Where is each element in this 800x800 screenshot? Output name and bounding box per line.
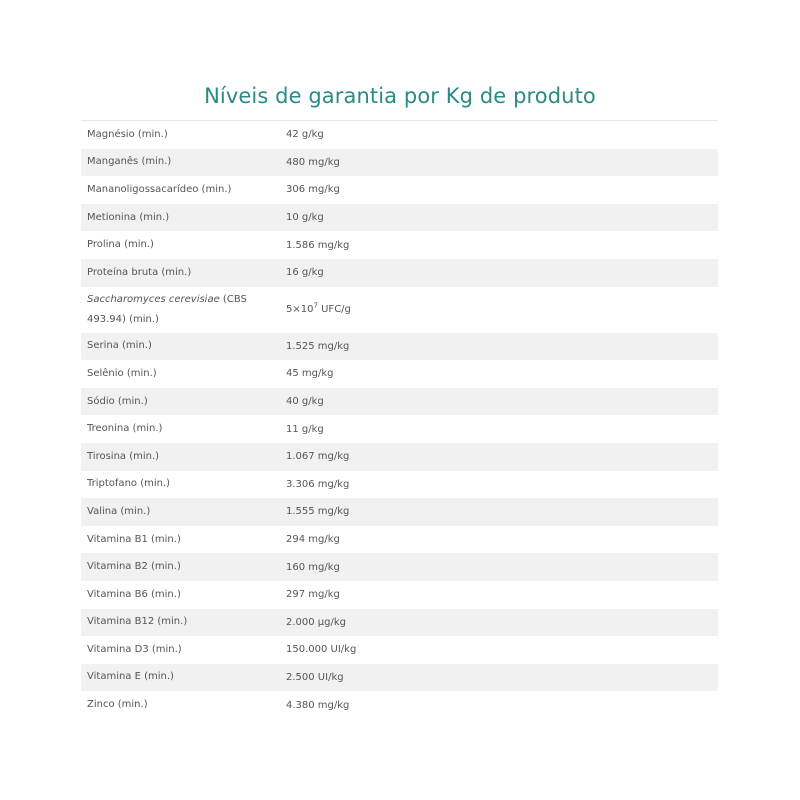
- row-name: Tirosina (min.): [87, 450, 160, 462]
- row-value: [286, 301, 718, 316]
- row-value-exponent: 7: [313, 301, 318, 310]
- table-row: [81, 388, 718, 416]
- table-row: [81, 581, 718, 609]
- row-value: 1.586 mg/kg: [286, 239, 350, 251]
- row-name: Vitamina B6 (min.): [87, 588, 181, 600]
- table-row: [81, 636, 718, 664]
- table-row: [81, 176, 718, 204]
- table-row: [81, 415, 718, 443]
- row-name: Proteína bruta (min.): [87, 266, 192, 278]
- row-value: 1.555 mg/kg: [286, 506, 350, 518]
- table-row: [81, 259, 718, 287]
- page-title: Níveis de garantia por Kg de produto: [204, 84, 596, 108]
- row-name-scientific: Saccharomyces cerevisiae: [87, 293, 220, 305]
- row-value: 160 mg/kg: [286, 561, 340, 573]
- table-row: [81, 149, 718, 177]
- row-value: 16 g/kg: [286, 267, 324, 279]
- row-value-base: 5×10: [286, 304, 314, 316]
- row-value: 40 g/kg: [286, 396, 324, 408]
- table-row: [81, 526, 718, 554]
- row-value: 306 mg/kg: [286, 184, 340, 196]
- table-row: [81, 498, 718, 526]
- row-value: 297 mg/kg: [286, 589, 340, 601]
- row-value: 150.000 UI/kg: [286, 644, 357, 656]
- row-value: 45 mg/kg: [286, 368, 334, 380]
- row-name: Valina (min.): [87, 505, 151, 517]
- row-name: Magnésio (min.): [87, 128, 168, 140]
- row-name: Prolina (min.): [87, 239, 154, 251]
- row-name: Vitamina E (min.): [87, 671, 174, 683]
- row-value: 11 g/kg: [286, 423, 324, 435]
- row-name: Metionina (min.): [87, 211, 170, 223]
- row-value: 3.306 mg/kg: [286, 478, 350, 490]
- row-name: Mananoligossacarídeo (min.): [87, 183, 232, 195]
- table-row: [81, 609, 718, 637]
- table-row: [81, 360, 718, 388]
- table-row: [81, 443, 718, 471]
- row-value: 4.380 mg/kg: [286, 699, 350, 711]
- row-name: Vitamina D3 (min.): [87, 643, 182, 655]
- table-row: [81, 553, 718, 581]
- table-row: [81, 204, 718, 232]
- row-value: 2.500 UI/kg: [286, 671, 344, 683]
- row-name: Zinco (min.): [87, 699, 148, 711]
- row-name: Sódio (min.): [87, 395, 148, 407]
- row-name: Vitamina B2 (min.): [87, 561, 181, 573]
- row-name: Vitamina B1 (min.): [87, 533, 181, 545]
- row-name: Treonina (min.): [87, 423, 163, 435]
- row-value: 2.000 µg/kg: [286, 616, 347, 628]
- row-name: [81, 290, 286, 330]
- row-name: Serina (min.): [87, 340, 152, 352]
- row-value: 294 mg/kg: [286, 534, 340, 546]
- guarantee-table: [81, 120, 718, 719]
- row-value: 480 mg/kg: [286, 156, 340, 168]
- row-value: 1.525 mg/kg: [286, 340, 350, 352]
- table-row: [81, 691, 718, 719]
- table-row: [81, 231, 718, 259]
- table-row: [81, 333, 718, 361]
- table-row: [81, 664, 718, 692]
- row-name: Triptofano (min.): [87, 478, 171, 490]
- row-value-unit: UFC/g: [317, 304, 351, 316]
- row-name-rest: (CBS 493.94) (min.): [87, 293, 247, 325]
- table-row: [81, 287, 718, 333]
- row-name: Selênio (min.): [87, 367, 157, 379]
- row-value: 42 g/kg: [286, 129, 324, 141]
- table-row: [81, 471, 718, 499]
- table-row: [81, 121, 718, 149]
- row-name: Vitamina B12 (min.): [87, 616, 188, 628]
- row-value: 1.067 mg/kg: [286, 451, 350, 463]
- row-name: Manganês (min.): [87, 156, 172, 168]
- row-value: 10 g/kg: [286, 212, 324, 224]
